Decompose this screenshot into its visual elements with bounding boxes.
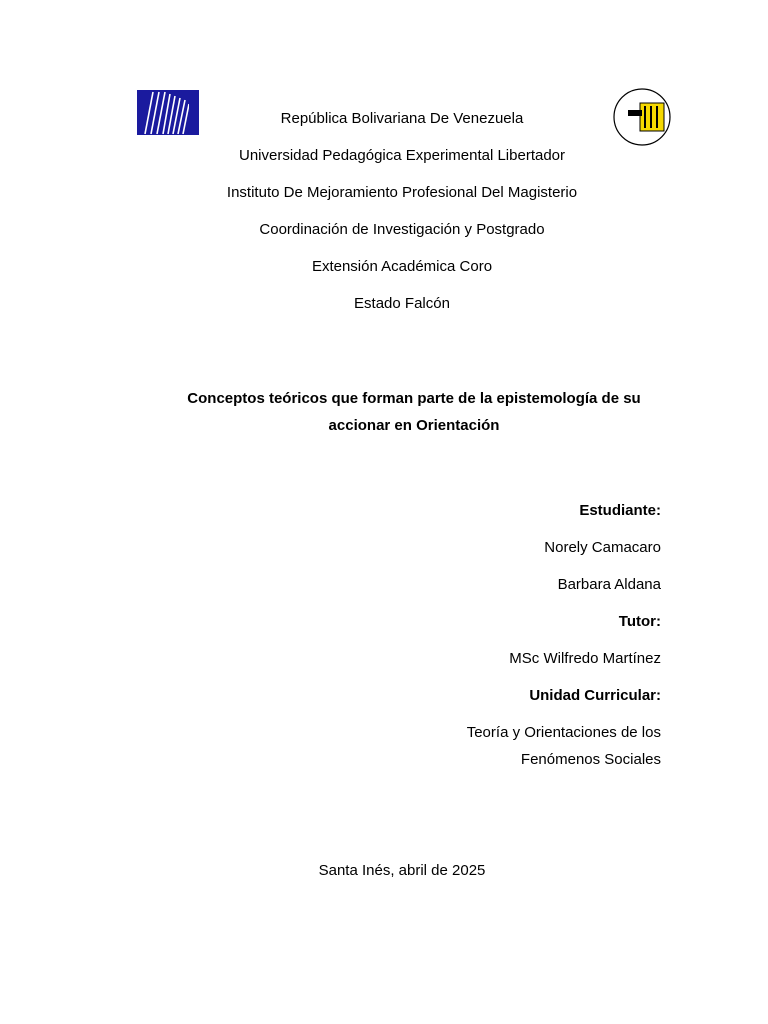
unit-name (341, 719, 661, 773)
header-line-extension: Extensión Académica Coro (311, 258, 493, 275)
header-line-coordination: Coordinación de Investigación y Postgrado (259, 221, 545, 238)
student-label: Estudiante: (579, 502, 661, 519)
title-line-1: Conceptos teóricos que forman parte de la epistemología de su (187, 390, 641, 407)
place-date: Santa Inés, abril de 2025 (318, 862, 486, 879)
tutor-name: MSc Wilfredo Martínez (509, 650, 661, 667)
student-name-1: Norely Camacaro (544, 539, 661, 556)
unit-name-line-2: Fenómenos Sociales (520, 751, 661, 768)
student-name-2: Barbara Aldana (557, 576, 661, 593)
unit-name-line-1: Teoría y Orientaciones de los (466, 724, 661, 741)
unit-label: Unidad Curricular: (529, 687, 661, 704)
author-details (341, 502, 661, 773)
tutor-label: Tutor: (618, 613, 661, 630)
header-line-institute: Instituto De Mejoramiento Profesional Del Magisterio (226, 184, 578, 201)
header-line-state: Estado Falcón (354, 295, 450, 312)
title-line-2: accionar en Orientación (328, 417, 500, 434)
header-line-country: República Bolivariana De Venezuela (280, 110, 524, 127)
institution-header (0, 110, 768, 332)
header-line-university: Universidad Pedagógica Experimental Libertador (238, 147, 566, 164)
document-title (170, 385, 658, 439)
